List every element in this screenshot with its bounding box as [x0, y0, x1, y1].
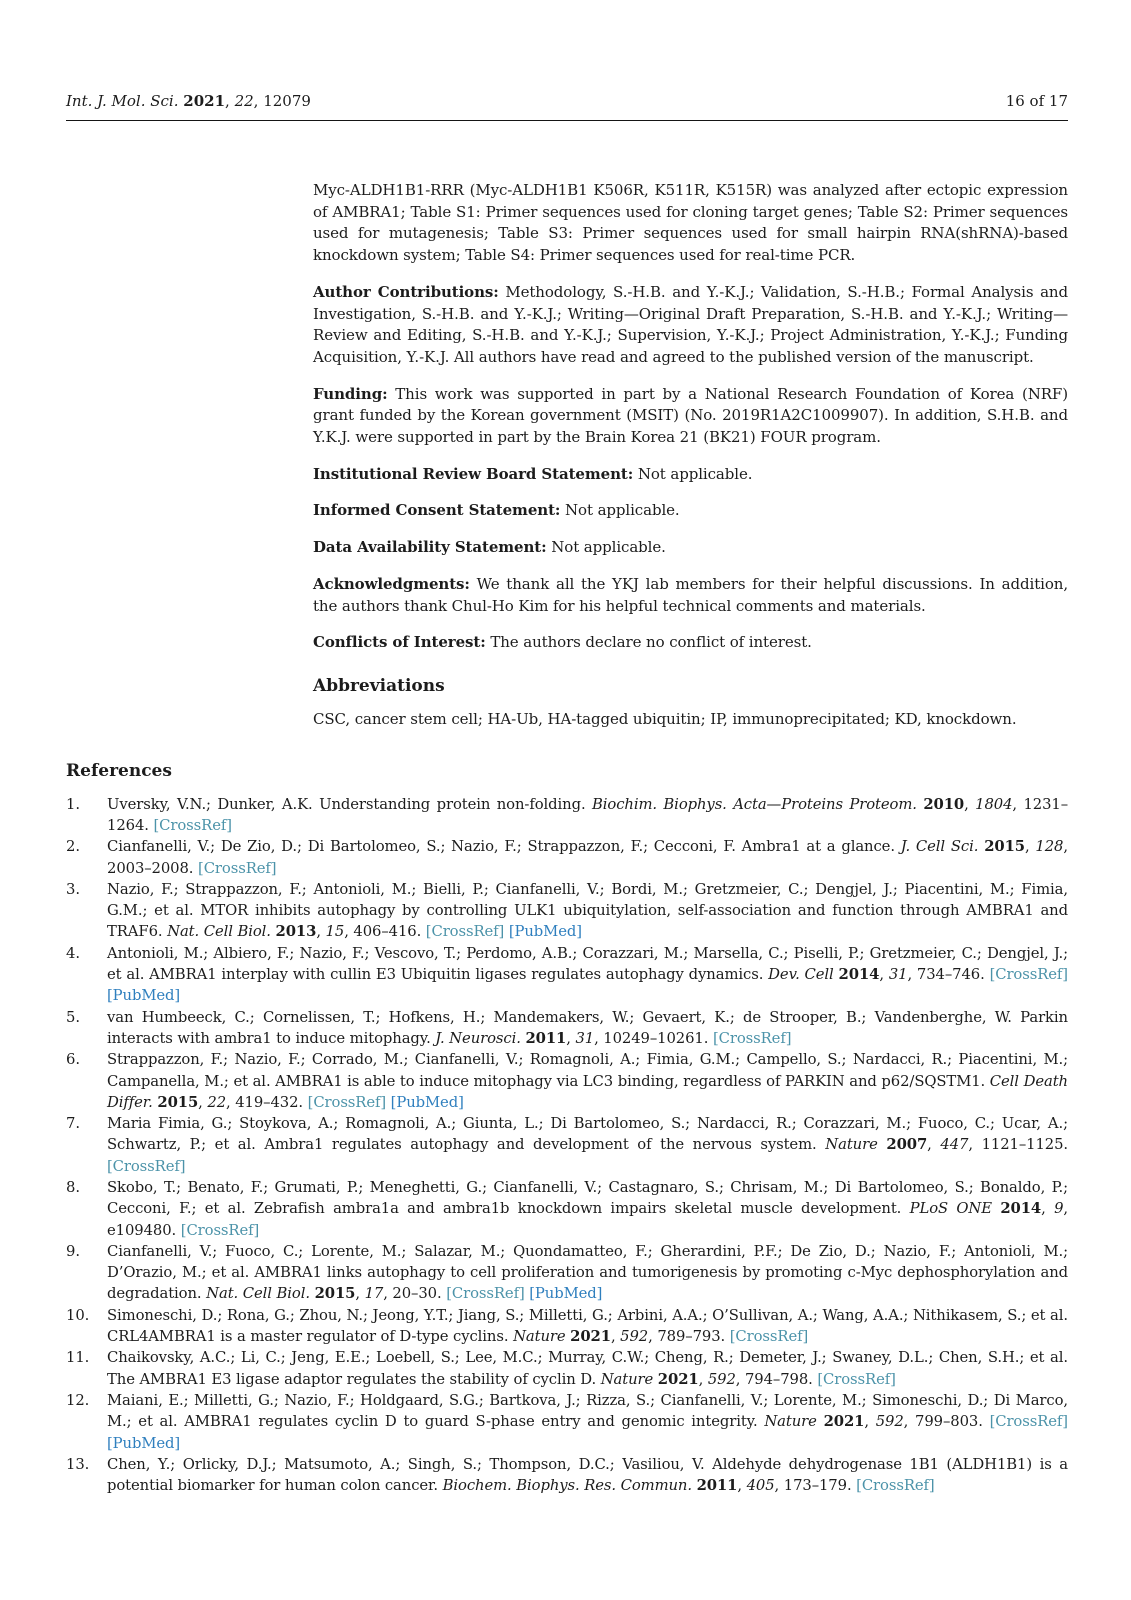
reference-number: 10.: [66, 1306, 90, 1324]
crossref-link[interactable]: [CrossRef]: [425, 923, 505, 941]
backmatter-column: [313, 180, 1068, 731]
reference-volume: 22: [207, 1093, 227, 1111]
section-label: Author Contributions:: [313, 282, 499, 301]
references-section: [66, 761, 1068, 1497]
pubmed-link[interactable]: [PubMed]: [508, 923, 582, 941]
reference-number: 12.: [66, 1391, 90, 1409]
backmatter-section: Informed Consent Statement: Not applicable.: [313, 501, 680, 520]
section-label: Acknowledgments:: [313, 574, 470, 593]
crossref-link[interactable]: [CrossRef]: [989, 966, 1068, 984]
reference-volume: 15: [325, 923, 345, 941]
pubmed-link[interactable]: [PubMed]: [529, 1285, 603, 1303]
reference-number: 6.: [66, 1051, 80, 1069]
reference-item: 13. Chen, Y.; Orlicky, D.J.; Matsumoto, A.; Singh, S.; Thompson, D.C.; Vasiliou, V. Aldehyde dehydrogenase 1B1 (ALDH1B1) is a potential biomarker for human colon cancer. Biochem. Biophys. Res. Commun. 2011, 405, 173–179. [CrossRef]: [66, 1455, 1068, 1495]
reference-item: 10. Simoneschi, D.; Rona, G.; Zhou, N.; Jeong, Y.T.; Jiang, S.; Milletti, G.; Arbini, A.A.; O’Sullivan, A.; Wang, A.A.; Nithikasem, S.; et al. CRL4AMBRA1 is a master regulator of D-type cyclins. Nature 2021, 592, 789–793. [CrossRef]: [66, 1306, 1068, 1346]
crossref-link[interactable]: [CrossRef]: [107, 1157, 186, 1175]
reference-journal: Biochim. Biophys. Acta—Proteins Proteom.: [591, 795, 917, 813]
reference-number: 11.: [66, 1349, 90, 1367]
reference-volume: 128: [1035, 838, 1064, 856]
reference-journal: J. Cell Sci.: [900, 838, 979, 856]
reference-number: 9.: [66, 1242, 80, 1260]
reference-journal: Nature: [764, 1413, 817, 1431]
reference-year: 2011: [525, 1029, 567, 1047]
pubmed-link[interactable]: [PubMed]: [107, 1434, 181, 1452]
reference-item: 1. Uversky, V.N.; Dunker, A.K. Understanding protein non-folding. Biochim. Biophys. Acta—Proteins Proteom. 2010, 1804, 1231–1264. [CrossRef]: [66, 795, 1069, 834]
reference-item: 11. Chaikovsky, A.C.; Li, C.; Jeng, E.E.; Loebell, S.; Lee, M.C.; Murray, C.W.; Cheng, R.; Demeter, J.; Swaney, D.L.; Chen, S.H.; et al. The AMBRA1 E3 ligase adaptor regulates the stability of cyclin D. Nature 2021, 592, 794–798. [CrossRef]: [66, 1349, 1068, 1388]
reference-journal: J. Neurosci.: [435, 1029, 521, 1047]
reference-item: 9. Cianfanelli, V.; Fuoco, C.; Lorente, M.; Salazar, M.; Quondamatteo, F.; Gherardini, P.F.; De Zio, D.; Nazio, F.; Antonioli, M.; D’Orazio, M.; et al. AMBRA1 links autophagy to cell proliferation and tumorigenesis by promoting c-Myc dephosphorylation and degradation. Nat. Cell Biol. 2015, 17, 20–30. [CrossRef] [PubMed]: [66, 1242, 1068, 1303]
reference-item: 7. Maria Fimia, G.; Stoykova, A.; Romagnoli, A.; Giunta, L.; Di Bartolomeo, S.; Nardacci, R.; Corazzari, M.; Fuoco, C.; Ucar, A.; Schwartz, P.; et al. Ambra1 regulates autophagy and development of the nervous system. Nature 2007, 447, 1121–1125. [CrossRef]: [66, 1115, 1069, 1175]
abbreviations-text: CSC, cancer stem cell; HA-Ub, HA-tagged ubiquitin; IP, immunoprecipitated; KD, knockdown.: [313, 709, 1017, 728]
page-header: [66, 92, 1068, 110]
reference-volume: 31: [575, 1029, 595, 1047]
reference-year: 2013: [275, 923, 317, 941]
reference-volume: 447: [940, 1136, 969, 1154]
reference-journal: Nat. Cell Biol.: [167, 923, 271, 941]
crossref-link[interactable]: [CrossRef]: [198, 859, 277, 877]
reference-year: 2015: [157, 1093, 199, 1111]
crossref-link[interactable]: [CrossRef]: [856, 1477, 935, 1495]
reference-volume: 31: [888, 966, 908, 984]
journal-name: Int. J. Mol. Sci.: [66, 92, 184, 110]
backmatter-section: Acknowledgments: We thank all the YKJ lab members for their helpful discussions. In addition, the authors thank Chul-Ho Kim for his helpful technical comments and materials.: [313, 574, 1068, 615]
reference-number: 13.: [66, 1455, 90, 1473]
reference-journal: Cell Death Differ.: [107, 1072, 1068, 1111]
header-rule: [66, 120, 1068, 121]
reference-volume: 9: [1054, 1200, 1064, 1218]
reference-number: 8.: [66, 1179, 80, 1196]
reference-item: 4. Antonioli, M.; Albiero, F.; Nazio, F.; Vescovo, T.; Perdomo, A.B.; Corazzari, M.; Marsella, C.; Piselli, P.; Gretzmeier, C.; Dengjel, J.; et al. AMBRA1 interplay with cullin E3 Ubiquitin ligases regulates autophagy dynamics. Dev. Cell 2014, 31, 734–746. [CrossRef] [PubMed]: [66, 944, 1068, 1005]
reference-number: 7.: [66, 1115, 80, 1133]
reference-volume: 592: [707, 1370, 736, 1388]
reference-number: 1.: [66, 795, 80, 813]
section-label: Funding:: [313, 384, 388, 403]
crossref-link[interactable]: [CrossRef]: [989, 1413, 1068, 1431]
reference-year: 2021: [570, 1328, 611, 1346]
reference-year: 2014: [1000, 1200, 1042, 1218]
reference-item: 2. Cianfanelli, V.; De Zio, D.; Di Bartolomeo, S.; Nazio, F.; Strappazzon, F.; Cecconi, F. Ambra1 at a glance. J. Cell Sci. 2015, 128, 2003–2008. [CrossRef]: [66, 838, 1068, 877]
section-label: Conflicts of Interest:: [313, 633, 486, 652]
reference-volume: 405: [746, 1477, 775, 1495]
reference-year: 2010: [923, 795, 965, 813]
reference-journal: PLoS ONE: [909, 1200, 992, 1218]
reference-journal: Nat. Cell Biol.: [206, 1285, 310, 1303]
reference-item: 5. van Humbeeck, C.; Cornelissen, T.; Hofkens, H.; Mandemakers, W.; Gevaert, K.; de Strooper, B.; Vandenberghe, W. Parkin interacts with ambra1 to induce mitophagy. J. Neurosci. 2011, 31, 10249–10261. [CrossRef]: [66, 1008, 1068, 1047]
abbreviations-heading: Abbreviations: [313, 675, 445, 696]
reference-item: 8. Skobo, T.; Benato, F.; Grumati, P.; Meneghetti, G.; Cianfanelli, V.; Castagnaro, S.; Chrisam, M.; Di Bartolomeo, S.; Bonaldo, P.; Cecconi, F.; et al. Zebrafish ambra1a and ambra1b knockdown impairs skeletal muscle development. PLoS ONE 2014, 9, e109480. [CrossRef]: [66, 1179, 1068, 1239]
crossref-link[interactable]: [CrossRef]: [180, 1221, 260, 1239]
journal-year: 2021: [183, 92, 226, 110]
reference-volume: 1804: [975, 795, 1013, 813]
reference-journal: Dev. Cell: [768, 966, 834, 984]
crossref-link[interactable]: [CrossRef]: [153, 816, 232, 834]
pubmed-link[interactable]: [PubMed]: [107, 987, 181, 1005]
reference-list: [66, 794, 1068, 1497]
reference-number: 5.: [66, 1008, 80, 1026]
reference-year: 2021: [823, 1413, 865, 1431]
reference-year: 2014: [838, 966, 880, 984]
supplementary-continuation: Myc-ALDH1B1-RRR (Myc-ALDH1B1 K506R, K511R, K515R) was analyzed after ectopic expression of AMBRA1; Table S1: Primer sequences used for cloning target genes; Table S2: Primer sequences used for mutagenesis; Table S3: Primer sequences used for small hairpin RNA(shRNA)-based knockdown system; Table S4: Primer sequences used for real-time PCR.: [313, 181, 1068, 265]
reference-number: 3.: [66, 880, 80, 898]
reference-volume: 592: [620, 1328, 649, 1346]
reference-item: 3. Nazio, F.; Strappazzon, F.; Antonioli, M.; Bielli, P.; Cianfanelli, V.; Bordi, M.; Gretzmeier, C.; Dengjel, J.; Piacentini, M.; Fimia, G.M.; et al. MTOR inhibits autophagy by controlling ULK1 ubiquitylation, self-association and function through AMBRA1 and TRAF6. Nat. Cell Biol. 2013, 15, 406–416. [CrossRef] [PubMed]: [66, 880, 1068, 941]
backmatter-section: Conflicts of Interest: The authors declare no conflict of interest.: [313, 633, 812, 652]
section-label: Data Availability Statement:: [313, 538, 547, 557]
journal-reference: Int. J. Mol. Sci. 2021, 22, 12079: [66, 92, 311, 110]
pubmed-link[interactable]: [PubMed]: [390, 1093, 464, 1111]
page-body: [66, 180, 1068, 1496]
reference-year: 2015: [984, 838, 1025, 856]
reference-volume: 592: [875, 1413, 904, 1431]
backmatter-section: Author Contributions: Methodology, S.-H.B. and Y.-K.J.; Validation, S.-H.B.; Formal Analysis and Investigation, S.-H.B. and Y.-K.J.; Writing—Original Draft Preparation, S.-H.B. and Y.-K.J.; Writing—Review and Editing, S.-H.B. and Y.-K.J.; Supervision, Y.-K.J.; Project Administration, Y.-K.J.; Funding Acquisition, Y.-K.J. All authors have read and agreed to the published version of the manuscript.: [313, 282, 1068, 366]
reference-volume: 17: [364, 1285, 384, 1303]
backmatter-section: Data Availability Statement: Not applicable.: [313, 538, 666, 557]
journal-volume: 22: [234, 92, 254, 110]
page-number: 16 of 17: [1005, 92, 1068, 110]
reference-year: 2021: [657, 1370, 699, 1388]
crossref-link[interactable]: [CrossRef]: [729, 1328, 809, 1346]
crossref-link[interactable]: [CrossRef]: [307, 1093, 387, 1111]
references-heading: References: [66, 760, 172, 781]
reference-year: 2015: [314, 1285, 356, 1303]
reference-number: 2.: [66, 838, 80, 856]
crossref-link[interactable]: [CrossRef]: [817, 1370, 896, 1388]
crossref-link[interactable]: [CrossRef]: [712, 1029, 792, 1047]
reference-journal: Nature: [825, 1136, 878, 1154]
crossref-link[interactable]: [CrossRef]: [446, 1285, 525, 1303]
reference-item: 6. Strappazzon, F.; Nazio, F.; Corrado, M.; Cianfanelli, V.; Romagnoli, A.; Fimia, G.M.; Campello, S.; Nardacci, R.; Piacentini, M.; Campanella, M.; et al. AMBRA1 is able to induce mitophagy via LC3 binding, regardless of PARKIN and p62/SQSTM1. Cell Death Differ. 2015, 22, 419–432. [CrossRef] [PubMed]: [66, 1051, 1068, 1111]
reference-journal: Biochem. Biophys. Res. Commun.: [442, 1477, 692, 1495]
reference-item: 12. Maiani, E.; Milletti, G.; Nazio, F.; Holdgaard, S.G.; Bartkova, J.; Rizza, S.; Cianfanelli, V.; Lorente, M.; Simoneschi, D.; Di Marco, M.; et al. AMBRA1 regulates cyclin D to guard S-phase entry and genomic integrity. Nature 2021, 592, 799–803. [CrossRef] [PubMed]: [66, 1391, 1068, 1452]
reference-year: 2011: [696, 1477, 738, 1495]
reference-year: 2007: [886, 1136, 928, 1154]
reference-number: 4.: [66, 944, 80, 962]
backmatter-section: Institutional Review Board Statement: Not applicable.: [313, 464, 753, 483]
section-label: Institutional Review Board Statement:: [313, 464, 634, 483]
reference-journal: Nature: [600, 1370, 654, 1388]
backmatter-sections: [313, 282, 1068, 654]
section-label: Informed Consent Statement:: [313, 501, 561, 520]
reference-journal: Nature: [513, 1328, 566, 1346]
backmatter-section: Funding: This work was supported in part by a National Research Foundation of Korea (NRF) grant funded by the Korean government (MSIT) (No. 2019R1A2C1009907). In addition, S.H.B. and Y.K.J. were supported in part by the Brain Korea 21 (BK21) FOUR program.: [313, 384, 1068, 447]
